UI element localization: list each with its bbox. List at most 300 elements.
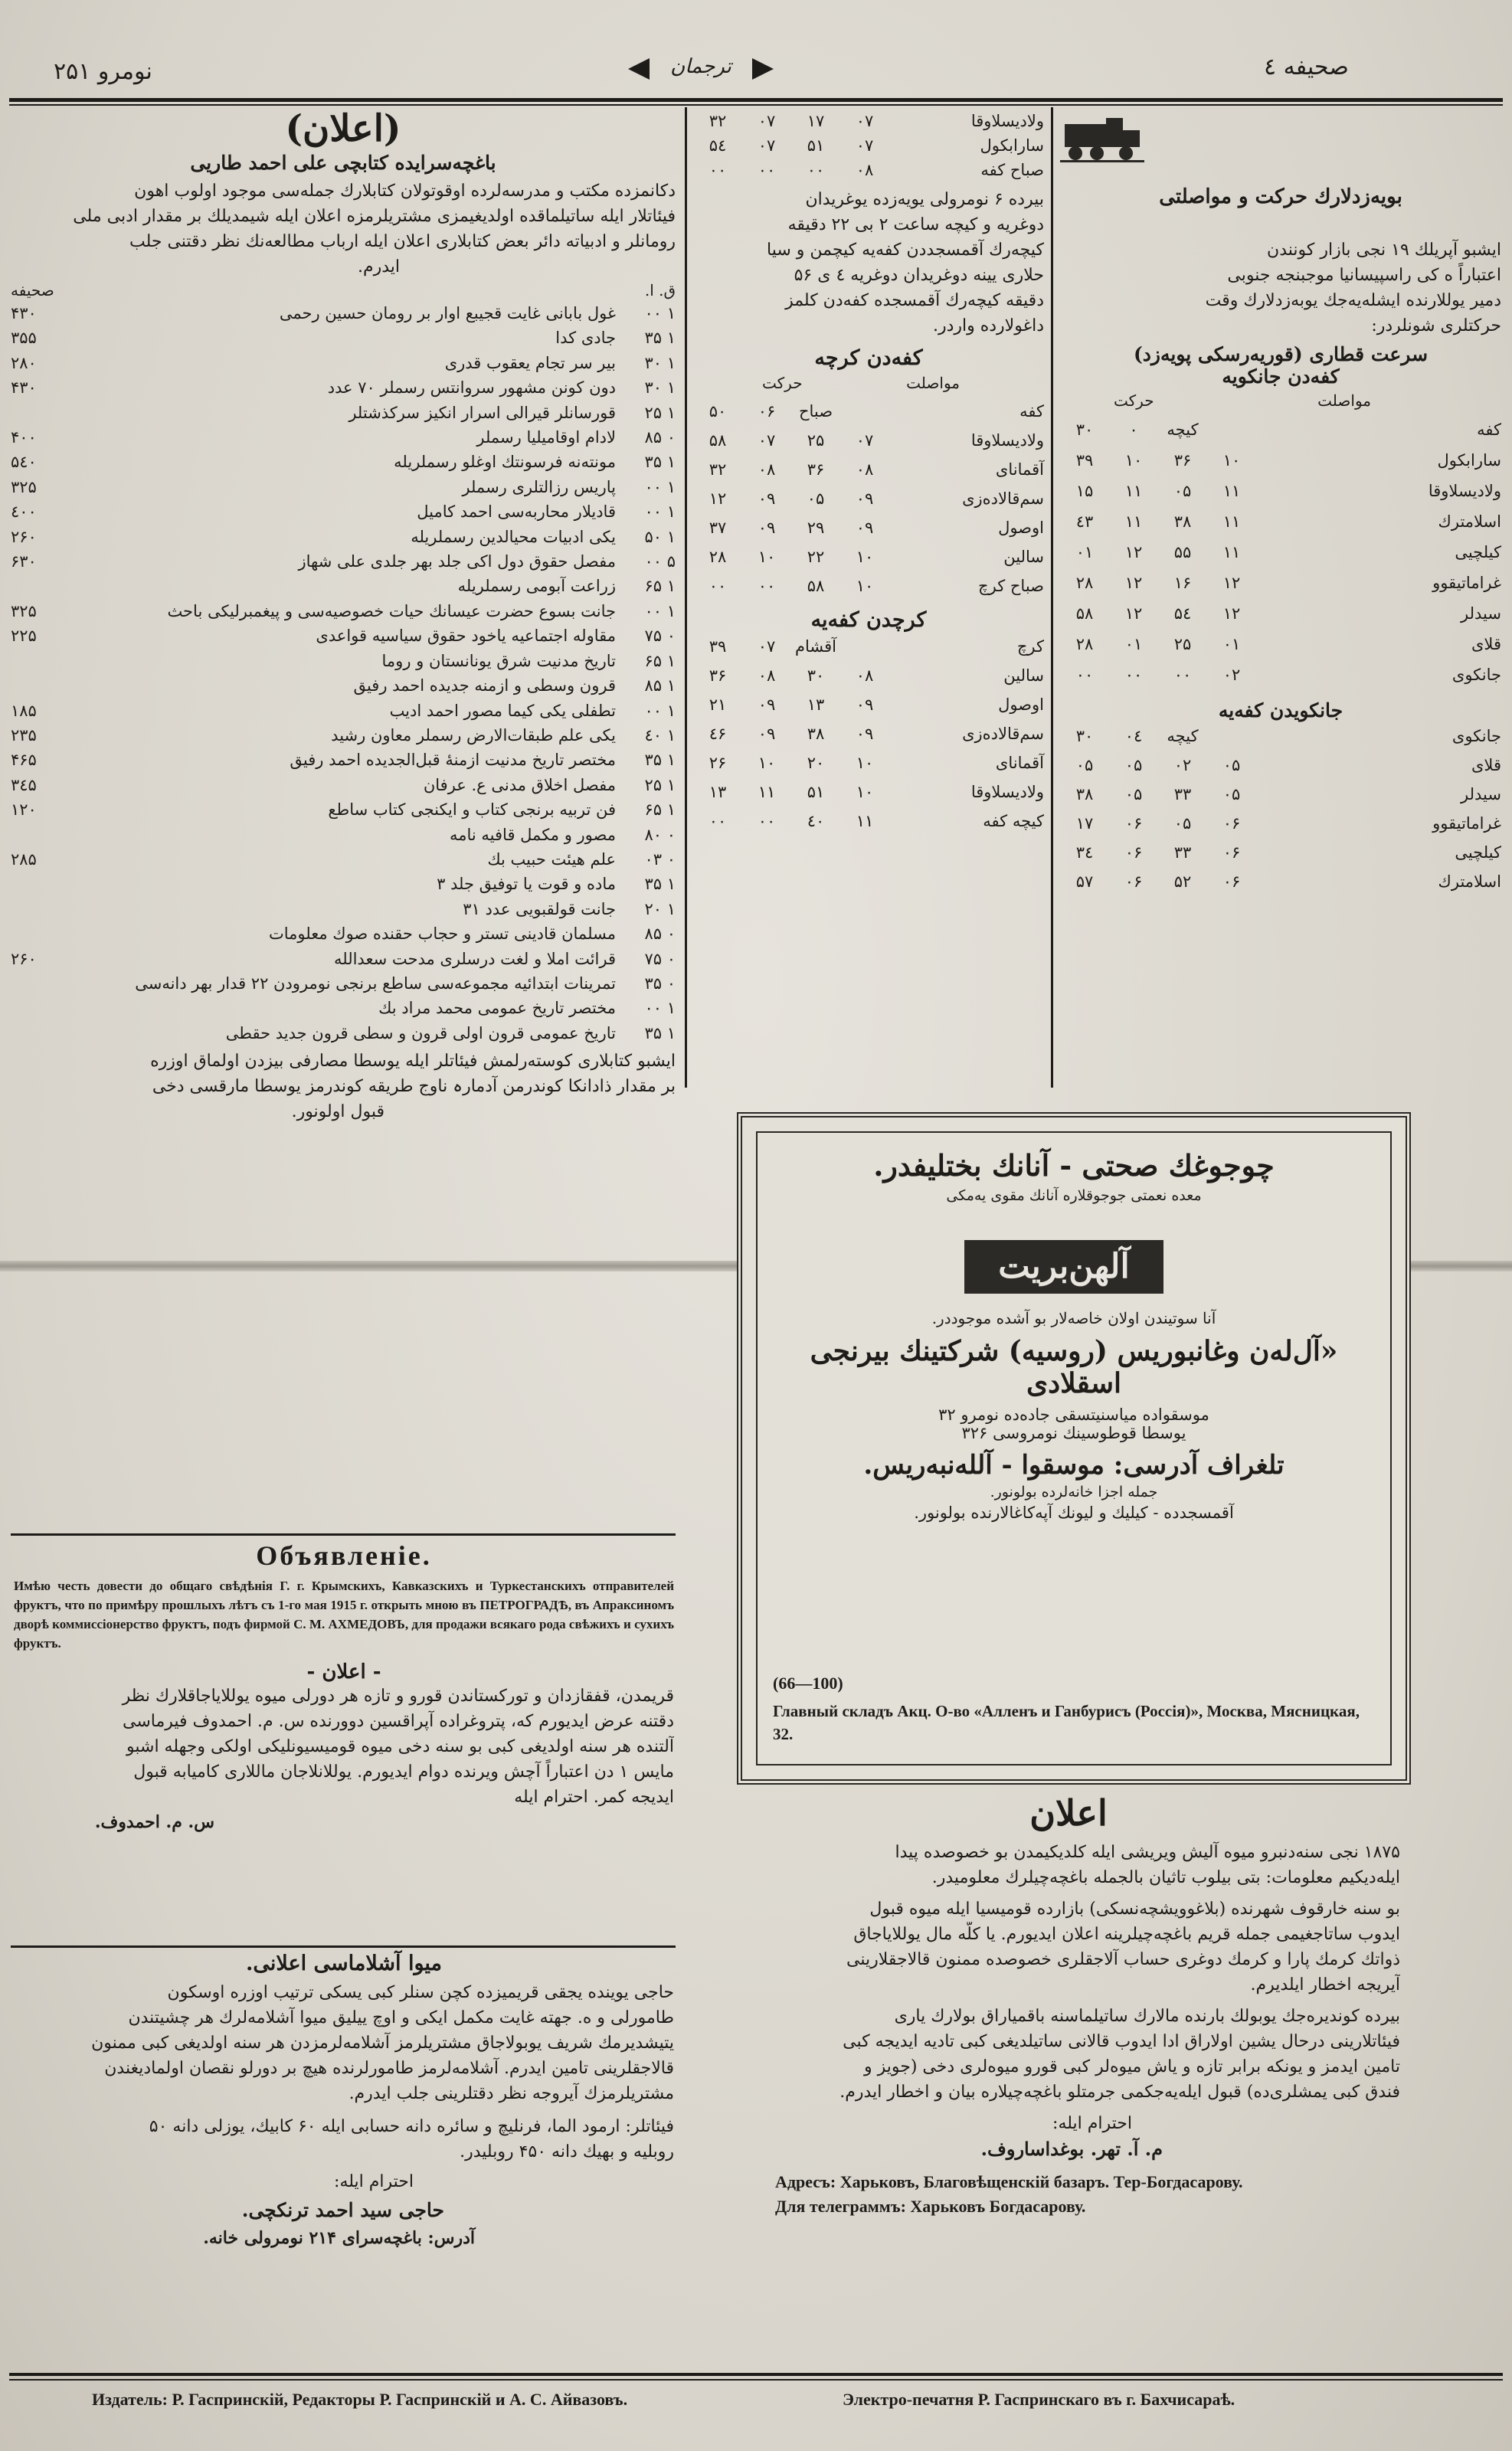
time-cell: ۰۸ [856, 161, 874, 179]
book-pages: ۳٤۵ [11, 775, 37, 794]
book-pages: ۴۶۵ [11, 751, 37, 770]
printer-line: Электро-печатня Р. Гаспринскаго въ г. Бахчисараѣ. [843, 2390, 1235, 2409]
time-cell: ۲۵ [807, 431, 825, 450]
station-name: کفه [1477, 420, 1501, 439]
time-cell: ۱۱ [758, 783, 776, 801]
book-title: بیر سر تجام یعقوب قدری [444, 353, 616, 372]
time-cell: ۰۹ [856, 725, 874, 743]
ad-line: ایله‌دیکیم معلومات: بتی بیلوب تاثیان بالجمله باغچه‌چیلرك معلومیدر. [931, 1868, 1400, 1887]
time-cell: ۰۹ [856, 489, 874, 508]
station-name: کفه [1019, 402, 1044, 420]
ad-line: آیریجه اخطار ایلدیرم. [1250, 1975, 1400, 1995]
book-item [11, 301, 676, 326]
intro-line: اعتباراً ه کی راسپیسانیا موجبنجه جنوبی [1227, 266, 1501, 285]
timetable-row [1060, 838, 1501, 867]
timetable-row [693, 542, 1044, 571]
time-cell: ۱۳ [709, 783, 727, 801]
time-cell: ۱۷ [807, 112, 825, 130]
station-name: اسلامترك [1438, 512, 1501, 531]
departure-col-label: حرکت [1114, 391, 1154, 410]
timetable-intro [1060, 237, 1501, 339]
timetable-row [693, 807, 1044, 836]
book-price: ۵ ۰۰ [644, 552, 676, 571]
food-ad-line: آنا سوتیندن اولان خاصه‌لار بو آشده موجوددر. [931, 1309, 1216, 1327]
book-item [11, 897, 676, 921]
fruit-ad-line: قریمدن، قفقازدان و تورکستاندن قورو و تازه هر دورلی میوه یوللایاجاقلارك نظر [122, 1687, 674, 1706]
timetable-continued [693, 109, 1044, 836]
time-cell: ۰۹ [758, 725, 776, 743]
time-cell: ۰۶ [1222, 814, 1241, 833]
timetable-row [693, 513, 1044, 542]
commission-ad [737, 1792, 1400, 2217]
book-title: قادیلار محاربه‌سی احمد کامیل [417, 502, 616, 522]
book-item [11, 773, 676, 797]
book-item [11, 401, 676, 425]
timetable-row [1060, 751, 1501, 780]
time-cell: ۰۶ [1124, 843, 1143, 862]
note-line: دوغریه و کیچه ساعت ۲ بی ۲۲ دقیقه [787, 215, 1044, 234]
book-title: قورسانلر قیرالی اسرار انکیز سرکذشتلر [349, 403, 616, 422]
commission-ad-address-ru: Адресъ: Харьковъ, Благовѣщенскій базаръ. Тер-Богдасарову. [775, 2172, 1243, 2191]
grafting-ad-title: میوا آشلاماسی اعلانی. [245, 1952, 443, 1975]
page-number: صحیفه ٤ [1264, 54, 1349, 80]
book-item [11, 748, 676, 772]
timetable-top-rows [693, 109, 1044, 182]
time-cell: ۳۸ [807, 725, 825, 743]
time-cell: ۱۰ [856, 754, 874, 772]
book-price: ۱ ۳۵ [644, 329, 676, 348]
station-name: غراماتیقوو [1432, 574, 1501, 592]
time-cell: ۲۵ [1173, 635, 1192, 653]
station-name: سارابکول [980, 136, 1044, 155]
grafting-ad [14, 1952, 674, 2251]
book-title: تاریخ مدنیت شرق یونانستان و روما [381, 651, 616, 670]
time-cell: ۰۸ [856, 460, 874, 479]
time-cell: ۰۲ [1222, 666, 1241, 684]
note-line: حلاری یینه دوغریدان دوغریه ٤ ی ۵۶ [794, 266, 1044, 285]
station-name: سالین [1003, 666, 1044, 685]
grafting-respect: احترام ایله: [334, 2172, 414, 2191]
book-pages [11, 996, 57, 1020]
timetable-row [693, 484, 1044, 513]
timetable-row [693, 109, 1044, 133]
timetable-row [693, 690, 1044, 719]
station-name: آقمانای [995, 460, 1044, 479]
station-name: قلای [1471, 756, 1501, 774]
arrival-col-label: مواصلت [906, 374, 960, 392]
time-cell [1256, 414, 1305, 445]
food-ad-russian: Главный складъ Акц. О-во «Алленъ и Ганбурисъ (Россія)», Москва, Мясницкая, 32. [773, 1702, 1360, 1743]
intro-line: حرکتلری شونلردر: [1371, 316, 1501, 335]
book-pages: ۲۶۰ [11, 949, 37, 968]
russian-notice-text: Имѣю честь довести до общаго свѣдѣнія Г. г. Крымскихъ, Кавказскихъ и Туркестанскихъ отправителей фруктъ, что по примѣру прошлыхъ лѣтъ съ 1-го мая 1915 г. открыть мною въ ПЕТРОГРАДѢ, въ Апраксиномъ дворѣ коммиссіонерство фруктъ, подъ фирмой С. М. АХМЕДОВЪ, для продажи всякаго рода свѣжихъ и сухихъ фруктъ. [14, 1579, 674, 1651]
time-cell: ۲۱ [709, 695, 727, 714]
time-cell: ۰۸ [758, 460, 776, 479]
book-pages [11, 921, 57, 946]
book-pages: ۵٤۰ [11, 453, 37, 472]
time-cell: ۳۹ [1075, 451, 1094, 470]
book-item [11, 921, 676, 946]
book-pages: ۳۲۵ [11, 477, 37, 496]
book-item [11, 996, 676, 1020]
book-price: ۰ ۰۳ [644, 849, 676, 869]
time-cell: ۱۲ [1124, 543, 1143, 561]
book-price: ۱ ۸۵ [644, 676, 676, 695]
time-cell: ۱۰ [758, 754, 776, 772]
time-cell: ۳۰ [1075, 727, 1094, 745]
commission-ad-p3 [737, 2004, 1400, 2105]
commission-ad-title: اعلان [1029, 1792, 1108, 1834]
book-pages: ۱۲۰ [11, 800, 37, 820]
book-title: غول بابانی غایت قجیبع اوار بر رومان حسین رحمی [279, 304, 616, 322]
fruit-ad-line: آلتنده هر سنه اولدیغی کبی بو سنه دخی میوه قومیسیونلیکی اولکی وجهله اشبو [126, 1737, 674, 1756]
station-name: سم‌قالاده‌زی [962, 489, 1044, 508]
column-divider-left [685, 107, 687, 1088]
time-cell: ۰۵ [1124, 785, 1143, 803]
time-cell: ۰۸ [758, 666, 776, 685]
book-price: ۱ ۰۰ [644, 999, 676, 1018]
book-price: ۰ ۸۰ [644, 825, 676, 844]
station-name: اوصول [998, 519, 1044, 537]
book-item [11, 351, 676, 375]
time-cell [840, 397, 889, 426]
book-pages [11, 673, 57, 698]
issue-number: نومرو ۲۵۱ [54, 58, 152, 85]
grafting-line: روبلیه و بهیك دانه ۴۵۰ روبلیدر. [460, 2142, 674, 2161]
timetable-row [693, 748, 1044, 777]
book-title: دون کونن مشهور سروانتس رسملر ۷۰ عدد [327, 378, 616, 398]
book-pages: ۲۶۰ [11, 527, 37, 546]
station-name: صباح کفه [980, 161, 1044, 179]
time-cell: ۰۵ [1075, 756, 1094, 774]
food-ad-address-2: یوسطا قوطوسینك نومروسی ۳۲۶ [961, 1424, 1186, 1442]
time-cell: ۱۱ [1124, 512, 1143, 531]
time-cell: ۵۱ [807, 783, 825, 801]
grafting-signature: حاجی سید احمد ترنکچی. [241, 2199, 444, 2221]
book-pages: ۱۸۵ [11, 701, 37, 720]
time-cell: ۰۱ [1075, 543, 1094, 561]
food-ad-note-1: جمله اجزا خانه‌لرده بولونور. [990, 1484, 1158, 1500]
kefe-jankoy-rows [1060, 414, 1501, 690]
time-cell: ۰۰ [758, 161, 776, 179]
book-price: ۱ ۳۵ [644, 1023, 676, 1042]
outro-line: ایشبو کتابلاری کوسته‌رلمش فیئاتلر ایله یوسطا مصارفی بیزدن اولماق اوزره [150, 1052, 676, 1072]
food-ad-tagline: معده نعمتی جوجوقلاره آنانك مقوی یه‌مکی [946, 1187, 1202, 1204]
timetable-row [1060, 598, 1501, 629]
timetable-row [693, 397, 1044, 426]
book-title: تطفلی یکی کیما مصور احمد ادیب [389, 701, 616, 720]
note-line: داغولارده واردر. [932, 316, 1044, 335]
time-cell: ۰۰ [1173, 666, 1192, 684]
food-ad-brand-banner [964, 1240, 1163, 1294]
note-line: کیچه‌رك آقمسجددن کفه‌یه کیچمن و سیا [766, 241, 1044, 260]
timetable-head [1060, 109, 1501, 239]
food-ad-company: «آل‌له‌ن وغانبوریس (روسیه) شرکتینك بیرنجی [810, 1335, 1338, 1367]
book-title: لادام اوقامیلیا رسملر [476, 428, 616, 447]
food-ad-box [737, 1112, 1411, 1785]
book-list-header [11, 280, 676, 301]
station-name: صباح کرچ [978, 577, 1044, 595]
book-pages: ۲۳۵ [11, 725, 37, 744]
book-price: ۰ ۷۵ [644, 949, 676, 968]
ad-line: ایدوب ساتاجغیمی جمله قریم باغچه‌چیلرینه اعلان ایدیورم. یا کلّه مال یوللایاجاق [853, 1925, 1400, 1944]
book-ad-subtitle: باغچه‌سرایده کتابچی علی احمد طاریی [190, 152, 496, 174]
book-title: یکی علم طبقات‌الارض رسملر معاون رشید [331, 725, 616, 744]
book-price: ۱ ۰۰ [644, 502, 676, 522]
timetable-row [1060, 537, 1501, 568]
time-cell: ۳۰ [1075, 420, 1094, 439]
grafting-line: مشتریلرمزك آیروجه نظر دقتلرینی جلب ایدرم. [349, 2084, 674, 2103]
time-cell: ۳۲ [709, 112, 727, 130]
time-cell: ۰۶ [1222, 872, 1241, 891]
book-pages: ۳۲۵ [11, 601, 37, 620]
book-pages: ۴۳۰ [11, 304, 37, 322]
time-cell: ۲۸ [1075, 635, 1094, 653]
station-name: جانکوی [1451, 727, 1501, 745]
commission-ad-telegram-ru: Для телеграммъ: Харьковъ Богдасарову. [775, 2197, 1086, 2216]
station-name: ولادیسلاوقا [970, 112, 1044, 130]
time-cell: ۵۱ [807, 136, 825, 155]
timetable-row [693, 661, 1044, 690]
fruit-ad-line: دقتنه عرض ایدیورم که، پتروغراده آپراقسین دوورنده س. م. احمدوف فیرماسی [123, 1712, 674, 1731]
fruit-ad-title: - اعلان - [306, 1661, 381, 1684]
station-name: قلای [1471, 635, 1501, 653]
time-cell: ۱۱ [1222, 512, 1241, 531]
book-price: ۱ ۳۵ [644, 453, 676, 472]
timetable-row [1060, 722, 1501, 751]
time-cell: ٤۶ [709, 725, 727, 743]
time-cell: ۰۷ [758, 112, 776, 130]
timetable-row [1060, 414, 1501, 445]
book-title: فن تربیه برنجی کتاب و ایکنجی کتاب ساطع [328, 800, 616, 820]
time-cell: ٤۰ [807, 812, 825, 830]
book-title: مصور و مکمل قافیه نامه [449, 825, 616, 844]
book-title: مقاوله اجتماعیه یاخود حقوق سیاسیه قواعدی [316, 627, 616, 646]
time-cell: ۱۰ [856, 577, 874, 595]
book-title: مفصل اخلاق مدنی ع. عرفان [423, 775, 616, 794]
note-line: بیرده ۶ نومرولی یویه‌زده یوغریدان [805, 190, 1044, 209]
time-cell: ۱۷ [1075, 814, 1094, 833]
time-cell: ۰۸ [856, 666, 874, 685]
time-cell: ۱۲ [1222, 574, 1241, 592]
book-price: ۱ ۳۰ [644, 378, 676, 398]
book-item [11, 450, 676, 474]
timetable [1060, 109, 1501, 896]
time-cell: ۰۵ [1173, 482, 1192, 500]
time-cell [840, 632, 889, 661]
time-cell: ۰۰ [709, 812, 727, 830]
time-cell: ۵۸ [709, 431, 727, 450]
time-cell: ۱۰ [1124, 451, 1143, 470]
time-cell: ۰۰ [758, 812, 776, 830]
time-cell: ۰۵ [1222, 785, 1241, 803]
time-cell: ۲۶ [709, 754, 727, 772]
station-name: غراماتیقوو [1432, 814, 1501, 833]
ad-line: بو سنه خارقوف شهرنده (بلاغوویشچه‌نسکی) بازارده قومیسیا ایله میوه قبول [869, 1900, 1400, 1919]
time-cell: ۲۹ [807, 519, 825, 537]
express-train-heading: سرعت قطاری (قوریه‌رسکی پویه‌زد) [1133, 343, 1429, 365]
station-name: اسلامترك [1438, 872, 1501, 891]
timetable-note [693, 187, 1044, 339]
time-cell: ۰۰ [709, 577, 727, 595]
book-price: ۱ ۲۵ [644, 775, 676, 794]
book-item [11, 872, 676, 896]
book-title: پاریس رزالتلری رسملر [462, 477, 616, 496]
note-line: دقیقه کیچه‌رك آقمسجده کفه‌دن کلمز [785, 291, 1044, 310]
time-cell: ۱۵ [1075, 482, 1094, 500]
grafting-line: طامورلی و ه. جهته غایت مکمل ایکی و اوچ ییلیق میوا آشلامه‌لرك هر چشیتندن [128, 2008, 674, 2027]
time-cell: ۳۳ [1173, 785, 1192, 803]
book-price: ۱ ۳۵ [644, 751, 676, 770]
page-col-label: صحیفه [11, 281, 54, 299]
price-col-label: ق. ا. [644, 281, 676, 299]
intro-line: فیئاتلار ایله ساتیلماقده اولدیغیمزی مشتریلرمزه اعلان ایله شیمدیلك بر مقدار ادبی ملی [73, 207, 676, 226]
book-pages: ۲۲۵ [11, 627, 37, 646]
fruit-ad-line: ایدیجه کمر. احترام ایله [514, 1788, 674, 1807]
food-ad-company-2: اسقلادی [1026, 1367, 1122, 1399]
book-title: مختصر تاریخ مدنیت ازمنهٔ قبل‌الجدیده احمد رفیق [290, 751, 616, 770]
time-cell: ۱۱ [856, 812, 874, 830]
time-cell: ۰۰ [1124, 666, 1143, 684]
station-name: سارابکول [1437, 451, 1501, 470]
time-cell: ۳۸ [1173, 512, 1192, 531]
time-cell: ۰۷ [856, 112, 874, 130]
station-name: کیچه کفه [983, 812, 1044, 830]
train-icon [1060, 116, 1144, 165]
time-cell: ۰۷ [758, 637, 776, 656]
book-item [11, 525, 676, 549]
book-ad-outro [11, 1049, 676, 1124]
book-item [11, 549, 676, 574]
food-ad-code: (66—100) [773, 1674, 843, 1693]
time-cell: ۰۰ [807, 161, 825, 179]
time-cell: ۳۶ [807, 460, 825, 479]
book-price: ۱ ۲۵ [644, 403, 676, 422]
kerch-kefe-heading: کرچدن کفه‌یه [810, 608, 927, 632]
time-cell: ۳۸ [1075, 785, 1094, 803]
time-cell: ۰۰ [1075, 666, 1094, 684]
time-cell: ۰٤ [1124, 727, 1143, 745]
time-cell: ۰۹ [758, 489, 776, 508]
time-cell: ۱۲ [709, 489, 727, 508]
timetable-row [693, 133, 1044, 158]
ad-line: فیئاتلارینی درحال یشین اولاراق ادا ایدوب قالانی ساتیلدیغی کبی تادیه ایدیجه کبی [843, 2032, 1400, 2051]
intro-line: رومانلر و ادبیاته دائر بعض کتابلاری اعلان ایله ارباب مطالعه‌نك نظر دقتنی جلب [129, 232, 676, 251]
book-item [11, 723, 676, 748]
book-ad-title: (اعلان) [285, 107, 401, 150]
timetable-col-headers [693, 370, 1044, 397]
book-price: ۱ ۳۰ [644, 353, 676, 372]
book-price: ۱ ۶۵ [644, 651, 676, 670]
book-price: ۱ ۰۰ [644, 477, 676, 496]
book-price: ۱ ۰۰ [644, 304, 676, 322]
intro-line: دکانمزده مکتب و مدرسه‌لرده اوقوتولان کتابلارك جمله‌سی موجود اولوب اهون [134, 182, 676, 201]
time-cell: ۵٤ [709, 136, 727, 155]
russian-notice-title: Объявленіе. [256, 1540, 432, 1571]
station-name: کرچ [1016, 637, 1044, 656]
time-cell: ۲۸ [709, 548, 727, 566]
book-title: مسلمان قادینی تستر و حجاب حقنده صوك معلومات [269, 924, 616, 944]
time-cell [1207, 414, 1256, 445]
time-cell: ۲۸ [1075, 574, 1094, 592]
intro-line: ایشبو آپریلك ۱۹ نجی بازار کونندن [1267, 241, 1501, 260]
header-rule [9, 98, 1503, 102]
book-price: ۱ ۰۰ [644, 701, 676, 720]
station-name: اوصول [998, 695, 1044, 714]
time-cell: ۰۹ [856, 519, 874, 537]
ad-line: فندق کبی یمشلری‌ده) قبول ایله‌یه‌جکمی جرمتلو باغچه‌چیلاره بیان و اخطار ایدرم. [839, 2083, 1400, 2102]
book-price: ۱ ۵۰ [644, 527, 676, 546]
time-cell: ۰۷ [856, 136, 874, 155]
time-cell: ۵۲ [1173, 872, 1192, 891]
timetable-row [1060, 659, 1501, 690]
book-item [11, 1021, 676, 1046]
time-cell: ۵٤ [1173, 604, 1192, 623]
station-name: ولادیسلاوقا [970, 431, 1044, 450]
time-cell: ۱۳ [807, 695, 825, 714]
book-pages [11, 574, 57, 598]
book-item [11, 326, 676, 350]
time-cell: ۳۶ [709, 666, 727, 685]
timetable-row [1060, 476, 1501, 506]
book-title: مونته‌نه فرسونتك اوغلو رسملریله [394, 453, 616, 472]
book-title: ماده و قوت یا توفیق جلد ۳ [437, 875, 616, 894]
time-cell: ۱۲ [1124, 574, 1143, 592]
brand-name: آلهن‌بریت [998, 1247, 1130, 1286]
station-name: سالین [1003, 548, 1044, 566]
station-name: سیدلر [1461, 604, 1501, 623]
time-cell: ۳۲ [709, 460, 727, 479]
time-cell: ۰۶ [1222, 843, 1241, 862]
food-ad-address-1: موسقواده میاسنیتسقی جاده‌ده نومرو ۳۲ [938, 1405, 1209, 1424]
book-item [11, 475, 676, 499]
ad-line: ۱۸۷۵ نجی سنه‌دنبرو میوه آلیش ویریشی ایله کلدیکیمدن بو خصوصده پیدا [895, 1843, 1400, 1862]
timetable-row [1060, 867, 1501, 896]
jankoy-kefe-rows [1060, 722, 1501, 896]
book-pages: ۳۵۵ [11, 329, 37, 348]
food-ad-telegraph: تلغراف آدرسی: موسقوا - آلله‌نبه‌ریس. [863, 1450, 1285, 1481]
book-title: جانت قولقبویی عدد ۳۱ [463, 899, 616, 918]
outro-line: بر مقدار ذادانکا کوندرمن آدمارہ ناوج طریقه کوندرمز یوسطا مارقسی دخی [152, 1077, 676, 1097]
station-name: جانکوی [1451, 666, 1501, 684]
timetable-row [1060, 506, 1501, 537]
book-item [11, 947, 676, 971]
time-cell: ۰۵ [1222, 756, 1241, 774]
book-title: تاریخ عمومی قرون اولی قرون و سطی قرون جدید حقطی [225, 1023, 616, 1042]
column-divider-right [1051, 107, 1053, 1088]
time-cell: ۰۷ [758, 136, 776, 155]
time-cell: ۰۷ [856, 431, 874, 450]
footer-rule [9, 2373, 1503, 2376]
timetable-row [693, 571, 1044, 600]
timetable-row [1060, 568, 1501, 598]
book-title: زراعت آبومی رسملریله [457, 577, 616, 596]
book-price: ۱ ۶۵ [644, 800, 676, 820]
timetable-row [693, 455, 1044, 484]
station-name: سم‌قالاده‌زی [962, 725, 1044, 743]
book-pages [11, 823, 57, 847]
paper-name: ترجمان [670, 55, 731, 78]
grafting-line: قالاجقلرینی تامین ایدرم. آشلامه‌لرمز طامورلرنده هیچ بر دورلو نقصان اولمادیغندن [104, 2059, 674, 2078]
book-item [11, 847, 676, 872]
ad-line: تامین ایدمز و یونکه برابر تازه و یاش میوه‌لر کبی قورو میوه‌لری دخی (جویز و [864, 2057, 1400, 2076]
commission-ad-p1 [737, 1840, 1400, 1890]
time-cell: ٤۳ [1075, 512, 1094, 531]
book-item [11, 599, 676, 623]
book-pages: ٤۰۰ [11, 502, 37, 522]
book-item [11, 425, 676, 450]
time-cell: ۵۰ [709, 402, 727, 420]
